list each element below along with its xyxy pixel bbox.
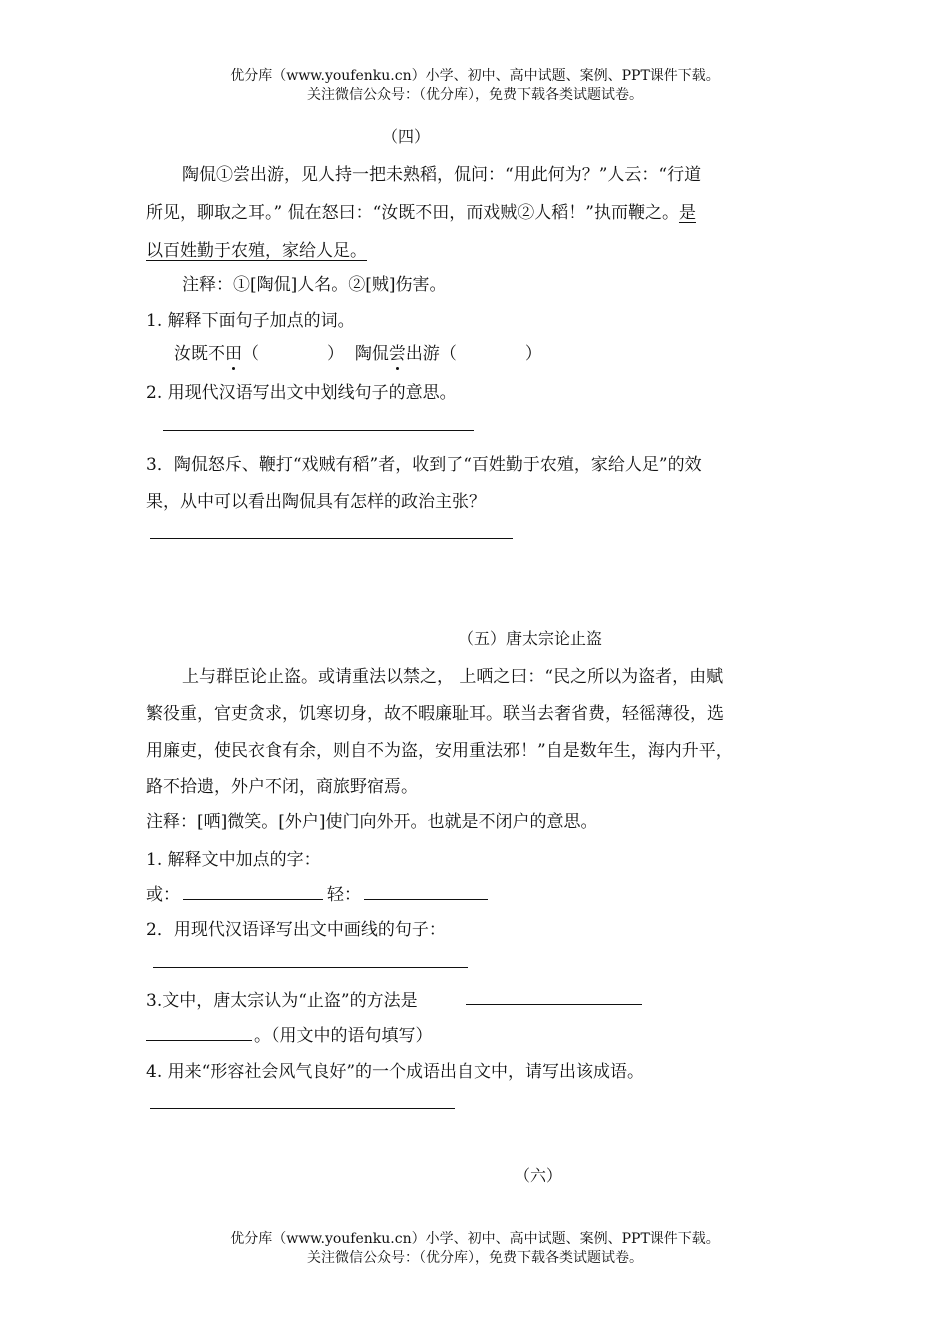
q1b-prefix: 陶侃 <box>354 344 389 364</box>
section-4-question-3-line-2: 果，从中可以看出陶侃具有怎样的政治主张？ <box>146 492 486 512</box>
section-5-note: 注释：[哂]微笑。[外户]使门向外开。也就是不闭户的意思。 <box>146 812 598 832</box>
q1b-paren-open: （ <box>439 344 457 364</box>
header-line-2: 关注微信公众号：（优分库），免费下载各类试题试卷。 <box>307 87 643 103</box>
section-5-title: （五）唐太宗论止盗 <box>458 629 603 648</box>
dotted-char-chang: 尝 <box>389 339 406 364</box>
section-5-question-2: 2．用现代汉语译写出文中画线的句子： <box>146 920 446 940</box>
section-4-question-2: 2. 用现代汉语写出文中划线句子的意思。 <box>146 383 457 403</box>
underlined-sentence: 以百姓勤于农殖，家给人足。 <box>146 241 367 261</box>
q1a-paren-close: ） <box>327 344 344 364</box>
section-4-question-2-answer-line[interactable] <box>163 430 474 431</box>
q1b-paren-close: ） <box>524 344 542 364</box>
section-5-passage-line-4: 路不拾遗，外户不闭，商旅野宿焉。 <box>146 777 418 797</box>
section-5-passage-line-1: 上与群臣论止盗。或请重法以禁之， 上哂之曰：“民之所以为盗者，由赋 <box>182 667 724 687</box>
section-4-question-3-answer-line[interactable] <box>150 538 513 539</box>
section-5-q1-blank-qing[interactable] <box>364 899 488 900</box>
section-4-passage-line-1: 陶侃①尝出游，见人持一把未熟稻，侃问：“用此何为？”人云：“行道 <box>182 165 702 185</box>
section-5-q1-blank-huo[interactable] <box>183 899 323 900</box>
section-5-question-2-answer-line[interactable] <box>153 967 468 968</box>
section-5-question-3-line-1: 3.文中，唐太宗认为“止盗”的方法是 <box>146 991 418 1011</box>
dotted-char-tian: 田 <box>225 339 242 364</box>
section-4-question-1: 1. 解释下面句子加点的词。 <box>146 311 355 331</box>
q1a-prefix: 汝既不 <box>174 344 225 364</box>
section-4-question-3-line-1: 3．陶侃怒斥、鞭打“戏贼有稻”者，收到了“百姓勤于农殖，家给人足”的效 <box>146 455 702 475</box>
q1b-suffix: 出游 <box>405 344 440 364</box>
underlined-sentence-start: 是 <box>678 203 696 223</box>
footer-line-2: 关注微信公众号：（优分库），免费下载各类试题试卷。 <box>307 1250 643 1266</box>
section-4-title: （四） <box>382 127 431 146</box>
section-6-title: （六） <box>514 1166 563 1185</box>
section-4-question-1-items <box>174 339 542 364</box>
section-5-question-3-blank-1[interactable] <box>466 1004 642 1005</box>
section-4-passage-line-2 <box>146 198 696 223</box>
section-5-question-1: 1. 解释文中加点的字： <box>146 850 321 870</box>
section-5-question-4-answer-line[interactable] <box>150 1108 455 1109</box>
section-4-passage-line-2-text: 所见，聊取之耳。” 侃在怒曰：“汝既不田，而戏贼②人稻！”执而鞭之。 <box>146 203 679 223</box>
section-5-question-3-blank-2[interactable] <box>146 1040 252 1041</box>
section-5-passage-line-2: 繁役重，官吏贪求，饥寒切身，故不暇廉耻耳。联当去奢省费，轻徭薄役，选 <box>146 704 724 724</box>
section-4-note: 注释：①[陶侃]人名。②[贼]伤害。 <box>182 275 447 295</box>
section-5-q1-label-huo: 或： <box>146 885 180 905</box>
q1a-paren-open: （ <box>242 344 259 364</box>
section-5-passage-line-3: 用廉吏，使民衣食有余，则自不为盗，安用重法邪！”自是数年生，海内升平， <box>146 741 733 761</box>
section-5-q1-label-qing: 轻： <box>327 885 361 905</box>
footer-line-1: 优分库（www.youfenku.cn）小学、初中、高中试题、案例、PPT课件下载。 <box>230 1231 720 1247</box>
header-line-1: 优分库（www.youfenku.cn）小学、初中、高中试题、案例、PPT课件下载。 <box>230 68 720 84</box>
section-5-question-3-line-2: 。（用文中的语句填写） <box>254 1026 433 1046</box>
section-5-question-4: 4. 用来“形容社会风气良好”的一个成语出自文中，请写出该成语。 <box>146 1062 645 1082</box>
